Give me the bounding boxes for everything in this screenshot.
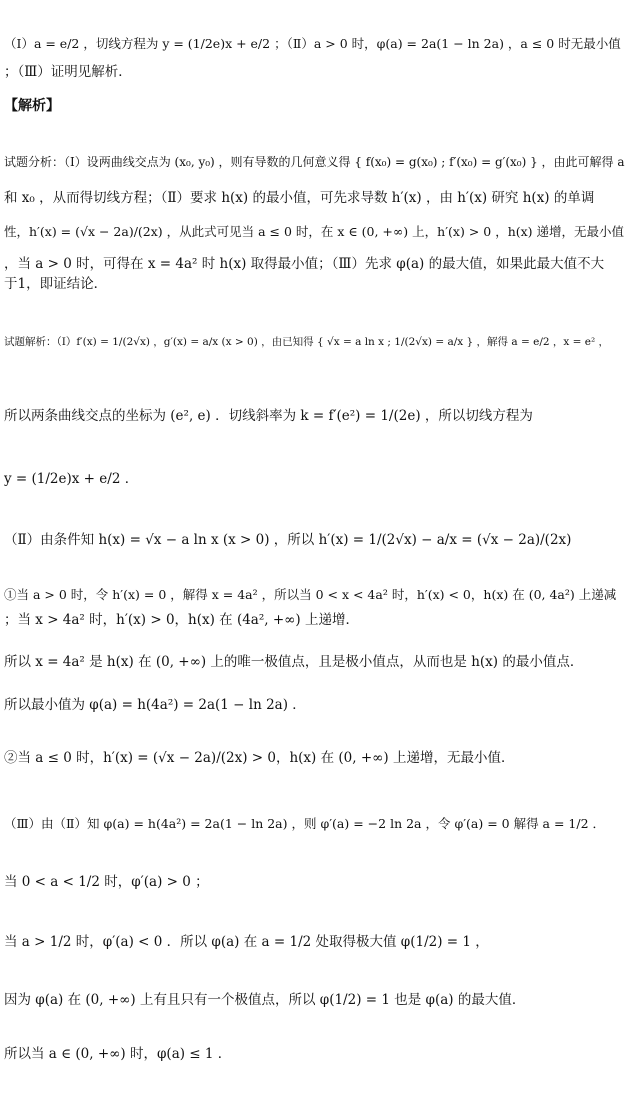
analysis-line-3: 性，h′(x) = (√x − 2a)/(2x) ，从此式可见当 a ≤ 0 时，在 x ∈ (0, +∞) 上，h′(x) > 0 ，h(x) 递增，无最小值 xyxy=(4,224,625,239)
solution-decreasing-interval: 当 a > 1/2 时，φ′(a) < 0 ．所以 φ(a) 在 a = 1/2 处取得极大值 φ(1/2) = 1 ， xyxy=(4,934,489,950)
solution-intersection: 所以两条曲线交点的坐标为 (e², e) ．切线斜率为 k = f′(e²) = 1/(2e) ，所以切线方程为 xyxy=(4,408,533,424)
solution-part1-derivatives: 试题解析：（Ⅰ）f′(x) = 1/(2√x) ，g′(x) = a/x (x > 0) ，由已知得 { √x = a ln x ; 1/(2√x) = a/x } ，解得 a = e/2 ，x = e² ， xyxy=(4,336,610,348)
solution-unique-extremum: 所以 x = 4a² 是 h(x) 在 (0, +∞) 上的唯一极值点，且是极小值点，从而也是 h(x) 的最小值点． xyxy=(4,654,584,670)
answer-line-1: （Ⅰ）a = e/2 ，切线方程为 y = (1/2e)x + e/2 ；（Ⅱ）a > 0 时，φ(a) = 2a(1 − ln 2a) ，a ≤ 0 时无最小值 xyxy=(4,36,621,51)
solution-maximum: 因为 φ(a) 在 (0, +∞) 上有且只有一个极值点，所以 φ(1/2) = 1 也是 φ(a) 的最大值． xyxy=(4,992,526,1008)
analysis-line-4: ，当 a > 0 时，可得在 x = 4a² 时 h(x) 取得最小值；（Ⅲ）先求 φ(a) 的最大值，如果此最大值不大 xyxy=(4,256,605,272)
analysis-heading: 【解析】 xyxy=(4,98,60,114)
analysis-line-1: 试题分析：（Ⅰ）设两曲线交点为 (x₀, y₀) ，则有导数的几何意义得 { f(x₀) = g(x₀) ; f′(x₀) = g′(x₀) } ，由此可解得 a xyxy=(4,155,625,169)
solution-part3-setup: （Ⅲ）由（Ⅱ）知 φ(a) = h(4a²) = 2a(1 − ln 2a) ，则 φ′(a) = −2 ln 2a ，令 φ′(a) = 0 解得 a = 1/2 ． xyxy=(4,816,606,831)
solution-conclusion: 所以当 a ∈ (0, +∞) 时，φ(a) ≤ 1 ． xyxy=(4,1046,232,1062)
solution-minimum-value: 所以最小值为 φ(a) = h(4a²) = 2a(1 − ln 2a) ． xyxy=(4,697,306,713)
analysis-line-2: 和 x₀ ，从而得切线方程；（Ⅱ）要求 h(x) 的最小值，可先求导数 h′(x) ，由 h′(x) 研究 h(x) 的单调 xyxy=(4,190,595,206)
analysis-line-5: 于1，即证结论． xyxy=(4,276,108,292)
answer-line-2: ；（Ⅲ）证明见解析． xyxy=(4,64,132,80)
solution-case1-line1: ①当 a > 0 时，令 h′(x) = 0 ，解得 x = 4a² ，所以当 0 < x < 4a² 时，h′(x) < 0，h(x) 在 (0, 4a²) 上递减 xyxy=(4,587,617,602)
solution-case2: ②当 a ≤ 0 时，h′(x) = (√x − 2a)/(2x) > 0，h(x) 在 (0, +∞) 上递增，无最小值． xyxy=(4,750,515,766)
solution-case1-line2: ；当 x > 4a² 时，h′(x) > 0，h(x) 在 (4a², +∞) 上递增． xyxy=(4,612,359,628)
solution-increasing-interval: 当 0 < a < 1/2 时，φ′(a) > 0 ； xyxy=(4,874,209,890)
solution-part2-setup: （Ⅱ）由条件知 h(x) = √x − a ln x (x > 0) ，所以 h′(x) = 1/(2√x) − a/x = (√x − 2a)/(2x) xyxy=(4,532,572,548)
solution-tangent-line: y = (1/2e)x + e/2 ． xyxy=(4,471,139,487)
